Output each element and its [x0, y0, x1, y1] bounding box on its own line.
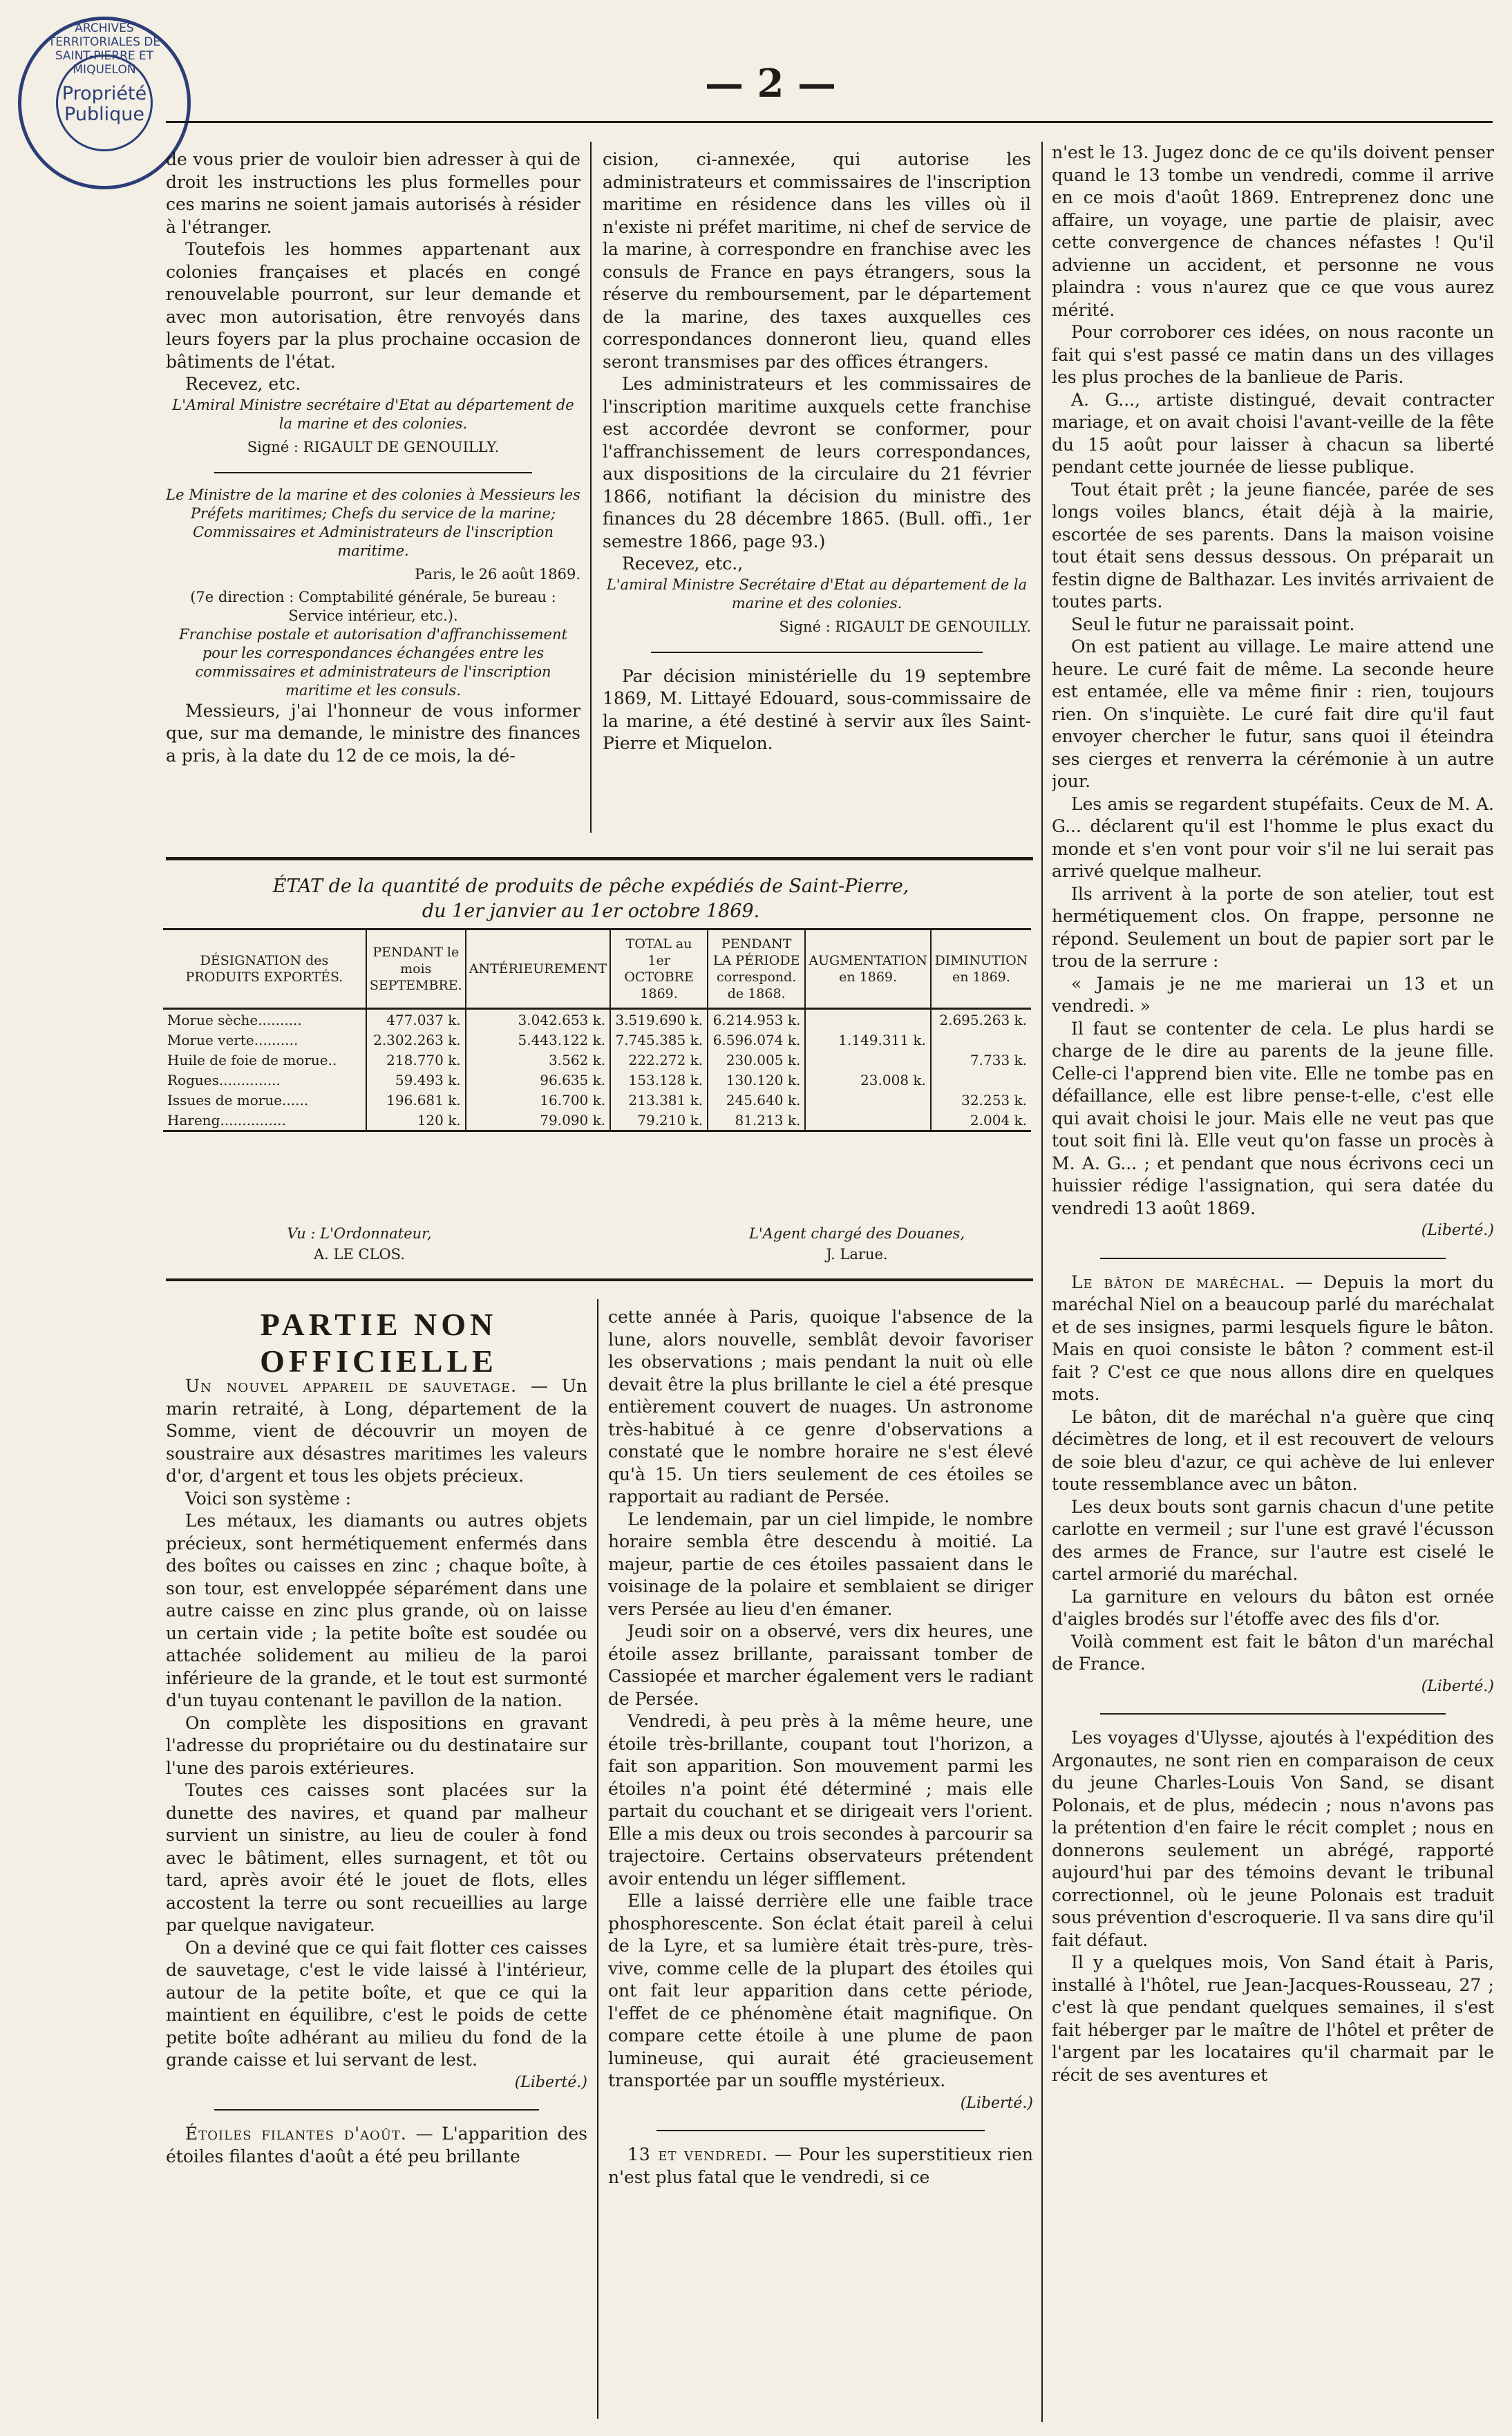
col3-paragraph: Seul le futur ne paraissait point.	[1071, 614, 1355, 634]
table-header-row	[163, 929, 1031, 1009]
col5-paragraph: Jeudi soir on a observé, vers dix heures, une étoile assez brillante, paraissant tomber de Cassiopée et marcher également vers le radiant de Persée.	[608, 1621, 1033, 1709]
table-cell: Morue verte..........	[167, 1031, 299, 1048]
table-cell: 245.640 k.	[708, 1090, 805, 1110]
col3-paragraph: Il faut se contenter de cela. Le plus hardi se charge de le dire au parents de la jeune fille. Celle-ci l'apprend bien vite. Elle ne tombe pas en défaillance, elle est libre pense-t-elle, c'est elle qui avait choisi le jour. Mais elle ne veut pas que tout soit fini là. Elle veut qu'on fasse un procès à M. A. G... ; et pendant que nous écrivons ceci un huissier rédige l'assignation, qui sera datée du vendredi 13 août 1869.	[1052, 1018, 1494, 1218]
table-cell: 213.381 k.	[610, 1090, 708, 1110]
col3-paragraph: Ils arrivent à la porte de son atelier, tout est hermétiquement clos. On frappe, personne ne répond. Seulement un bout de papier sort par le trou de la serrure :	[1052, 883, 1494, 971]
table-cell: Issues de morue......	[167, 1091, 309, 1108]
table-cell: 1.149.311 k.	[805, 1030, 931, 1050]
archive-stamp	[18, 17, 191, 189]
table-cell: 6.596.074 k.	[708, 1030, 805, 1050]
col1-paragraph: Messieurs, j'ai l'honneur de vous informer que, sur ma demande, le ministre des finances a pris, à la date du 12 de ce mois, la dé-	[166, 700, 580, 766]
table-cell: 79.090 k.	[466, 1110, 610, 1131]
separator	[1100, 1258, 1446, 1259]
credit: (Liberté.)	[514, 2073, 587, 2091]
article-text: — L'apparition des étoiles filantes d'août a été peu brillante	[166, 2124, 587, 2166]
col1-paragraph: de vous prier de vouloir bien adresser à qui de droit les instructions les plus formelles pour ces marins ne soient jamais autorisés à résider à l'étranger.	[166, 149, 580, 237]
separator	[656, 2130, 985, 2131]
table-row	[163, 1110, 1031, 1131]
col1-date: Paris, le 26 août 1869.	[415, 565, 580, 583]
col5-paragraph: Elle a laissé derrière elle une faible trace phosphorescente. Son éclat était pareil à celui de la Lyre, et sa lumière était très-pure, très-vive, comme celle de la plupart des étoiles qui ont fait leur apparition dans cette période, l'effet de ce phénomène était magnifique. On compare cette étoile à une plume de paon lumineuse, qui aurait été gracieusement transportée par un souffle mystérieux.	[608, 1891, 1033, 2090]
col2-paragraph: Par décision ministérielle du 19 septembre 1869, M. Littayé Edouard, sous-commissaire de la marine, a été destiné à servir aux îles Saint-Pierre et Miquelon.	[603, 665, 1031, 753]
table-cell: 2.695.263 k.	[931, 1009, 1031, 1030]
table-cell: Rogues..............	[167, 1071, 281, 1088]
table-row	[163, 1050, 1031, 1070]
col4-paragraph: On a deviné que ce qui fait flotter ces caisses de sauvetage, c'est le vide laissé à l'intérieur, autour de la petite boîte, et que ce qui la maintient en équilibre, c'est le poids de cette petite boîte adhérant au milieu du fond de la grande caisse et lui servant de lest.	[166, 1937, 587, 2070]
table-bottom-rule	[166, 1278, 1033, 1281]
col3-paragraph: Les amis se regardent stupéfaits. Ceux de M. A. G... déclarent qu'il est l'homme le plus exact du monde et s'en vont pour voir s'il ne lui serait pas arrivé quelque malheur.	[1052, 793, 1494, 881]
table-cell	[805, 1090, 931, 1110]
table-cell: 7.733 k.	[931, 1050, 1031, 1070]
table-header: TOTAL au 1er OCTOBRE 1869.	[610, 929, 708, 1009]
col3-paragraph: Les voyages d'Ulysse, ajoutés à l'expédition des Argonautes, ne sont rien en comparaison de ceux du jeune Charles-Louis Von Sand, se disant Polonais, et de plus, médecin ; nous n'avons pas la prétention d'en faire le récit complet ; nous en donnerons seulement un abrégé, rapporté aujourd'hui par des témoins devant le tribunal correctionnel, où le jeune Polonais est traduit sous prévention d'escroquerie. Il va sans dire qu'il fait défaut.	[1052, 1728, 1494, 1950]
table-cell: 3.042.653 k.	[466, 1009, 610, 1030]
col3-paragraph: On est patient au village. Le maire attend une heure. Le curé fait de même. La seconde heure est entamée, elle va même finir : rien, toujours rien. On s'inquiète. Le curé fait dire qu'il faut envoyer chercher le futur, sans quoi il éteindra ses cierges et renverra la cérémonie à un autre jour.	[1052, 636, 1494, 791]
table-header: PENDANT LA PÉRIODE correspond. de 1868.	[708, 929, 805, 1009]
col3-paragraph: La garniture en velours du bâton est ornée d'aigles brodés sur l'étoffe avec des fils d'or.	[1052, 1586, 1494, 1629]
table-cell: 96.635 k.	[466, 1070, 610, 1090]
col3-paragraph: Tout était prêt ; la jeune fiancée, parée de ses longs voiles blancs, était déjà à la mairie, escortée de ses parents. Dans la maison voisine tout était sens dessus dessous. On préparait un festin digne de Balthazar. Les invités arrivaient de toutes parts.	[1052, 479, 1494, 612]
table-cell: 59.493 k.	[366, 1070, 466, 1090]
table-row	[163, 1070, 1031, 1090]
col4-paragraph: Voici son système :	[185, 1488, 352, 1509]
separator	[214, 2109, 539, 2111]
column-1	[166, 149, 580, 840]
table-cell: 2.302.263 k.	[366, 1030, 466, 1050]
table-cell: 16.700 k.	[466, 1090, 610, 1110]
table-top-rule	[166, 857, 1033, 860]
col5-paragraph: cette année à Paris, quoique l'absence de la lune, alors nouvelle, semblât devoir favoriser les observations ; mais pendant la nuit où elle devait être la plus brillante le ciel a été presque entièrement couvert de nuages. Un astronome très-habitué à ce genre d'observations a constaté que le nombre horaire ne s'est élevé qu'à 15. Un tiers seulement de ces étoiles se rapportait au radiant de Persée.	[608, 1307, 1033, 1507]
col1-address: Le Ministre de la marine et des colonies à Messieurs les Préfets maritimes; Chefs du service de la marine; Commissaires et Administrateurs de l'inscription maritime.	[166, 486, 580, 559]
table-cell: 218.770 k.	[366, 1050, 466, 1070]
column-divider-main	[1041, 142, 1043, 2422]
table-cell: 79.210 k.	[610, 1110, 708, 1131]
col2-paragraph: Recevez, etc.,	[622, 554, 744, 574]
col3-paragraph: Voilà comment est fait le bâton d'un maréchal de France.	[1052, 1631, 1494, 1674]
ordonnateur-name: A. LE CLOS.	[313, 1246, 405, 1263]
column-5	[608, 1306, 1033, 2419]
table-cell	[805, 1110, 931, 1131]
article-text: — Pour les superstitieux rien n'est plus fatal que le vendredi, si ce	[608, 2144, 1033, 2187]
table-cell: 7.745.385 k.	[610, 1030, 708, 1050]
col4-paragraph: On complète les dispositions en gravant l'adresse du propriétaire ou du destinataire sur l'une des parois extérieures.	[166, 1712, 587, 1778]
table-header: PENDANT le mois SEPTEMBRE.	[366, 929, 466, 1009]
col3-paragraph: Il y a quelques mois, Von Sand était à Paris, installé à l'hôtel, rue Jean-Jacques-Rousseau, 27 ; c'est là que pendant quelques semaines, il s'est fait héberger par le maître de l'hôtel et prêter de l'argent par les locataires qu'il charmait par le récit de ses aventures et	[1052, 1952, 1494, 2085]
table-cell	[931, 1070, 1031, 1090]
column-2	[603, 149, 1031, 847]
table-cell	[805, 1050, 931, 1070]
table-cell: 5.443.122 k.	[466, 1030, 610, 1050]
separator	[214, 472, 532, 473]
table-footer-right	[705, 1223, 1009, 1265]
table-header: AUGMENTATION en 1869.	[805, 929, 931, 1009]
table-row	[163, 1009, 1031, 1030]
article-lead: Étoiles filantes d'août.	[185, 2124, 407, 2144]
credit: (Liberté.)	[1421, 1677, 1494, 1695]
table-cell: 2.004 k.	[931, 1110, 1031, 1131]
ordonnateur-title: Vu : L'Ordonnateur,	[287, 1225, 432, 1242]
table-cell: 196.681 k.	[366, 1090, 466, 1110]
credit: (Liberté.)	[1421, 1222, 1494, 1239]
col2-signature-title: L'amiral Ministre Secrétaire d'Etat au département de la marine et des colonies.	[606, 576, 1028, 612]
article-lead: 13 et vendredi.	[627, 2144, 768, 2164]
header-rule	[166, 121, 1493, 123]
col4-paragraph: Toutes ces caisses sont placées sur la dunette des navires, et quand par malheur survient un sinistre, au lieu de couler à fond avec le bâtiment, elles surnagent, et tôt ou tard, après avoir été le jouet de flots, elles accostent la terre ou sont recueillies au large par quelque navigateur.	[166, 1780, 587, 1935]
column-3	[1052, 142, 1494, 2422]
separator	[1100, 1713, 1446, 1715]
export-table	[163, 928, 1031, 1132]
article-text: — Un marin retraité, à Long, département de la Somme, vient de découvrir un moyen de soustraire aux désastres maritimes les valeurs d'or, d'argent et tous les objets précieux.	[166, 1376, 587, 1486]
col3-paragraph: Les deux bouts sont garnis chacun d'une petite carlotte en vermeil ; sur l'une est gravé l'écusson des armes de France, sur l'autre est ciselé le cartel armorié du maréchal.	[1052, 1496, 1494, 1584]
col3-paragraph: n'est le 13. Jugez donc de ce qu'ils doivent penser quand le 13 tombe un vendredi, comme il arrive en ce mois d'août 1869. Entreprenez donc une affaire, un voyage, une partie de plaisir, avec cette convergence de chances néfastes ! Qu'il advienne un accident, et personne ne vous plaindra : vous n'aurez que ce que vous aurez mérité.	[1052, 142, 1494, 320]
table-header: ANTÉRIEUREMENT	[466, 929, 610, 1009]
column-divider-top-1	[590, 142, 592, 833]
separator	[651, 652, 983, 653]
table-caption-line: du 1er janvier au 1er octobre 1869.	[422, 900, 760, 922]
table-footer-left	[207, 1223, 511, 1265]
col5-paragraph: Le lendemain, par un ciel limpide, le nombre horaire sembla être descendu à moitié. La majeur, partie de ces étoiles passaient dans le voisinage de la polaire et semblaient se diriger vers Persée au lieu d'en émaner.	[608, 1509, 1033, 1619]
col2-signature: Signé : RIGAULT DE GENOUILLY.	[779, 618, 1031, 635]
col3-paragraph: A. G..., artiste distingué, devait contracter mariage, et on avait choisi l'avant-veille de la fête du 15 août pour laisser à chacun sa liberté pendant cette journée de liesse publique.	[1052, 389, 1494, 477]
col4-paragraph: Les métaux, les diamants ou autres objets précieux, sont hermétiquement enfermés dans des boîtes ou caisses en zinc ; chaque boîte, à son tour, est enveloppée séparément dans une autre caisse en zinc plus grande, où on laisse un certain vide ; la petite boîte est soudée ou attachée solidement au milieu de la paroi inférieure de la grande, et le tout est surmonté d'un tuyau contenant le pavillon de la nation.	[166, 1511, 587, 1710]
article-lead: Le bâton de maréchal.	[1071, 1272, 1286, 1292]
article-text: — Depuis la mort du maréchal Niel on a beaucoup parlé du maréchalat et de ses insignes, parmi lesquels figure le bâton. Mais en quoi consiste le bâton ? comment est-il fait ? C'est ce que nous allons dire en quelques mots.	[1052, 1272, 1494, 1404]
table-cell	[805, 1009, 931, 1030]
col3-paragraph: Le bâton, dit de maréchal n'a guère que cinq décimètres de long, et il est recouvert de velours de soie bleu d'azur, ce qui achève de lui enlever toute ressemblance avec un bâton.	[1052, 1406, 1494, 1494]
douanes-title: L'Agent chargé des Douanes,	[748, 1225, 965, 1242]
douanes-name: J. Larue.	[826, 1246, 888, 1263]
article-lead: Un nouvel appareil de sauvetage.	[185, 1376, 518, 1396]
col1-paragraph: Toutefois les hommes appartenant aux colonies françaises et placés en congé renouvelable pourront, sur leur demande et avec mon autorisation, être renvoyés dans leurs foyers par la plus prochaine occasion de bâtiments de l'état.	[166, 239, 580, 372]
table-caption	[152, 874, 1030, 924]
col3-paragraph: Pour corroborer ces idées, on nous raconte un fait qui s'est passé ce matin dans un des villages les plus proches de la banlieue de Paris.	[1052, 322, 1494, 387]
table-cell: Morue sèche..........	[167, 1011, 302, 1028]
stamp-center-text: Propriété Publique	[62, 83, 147, 125]
table-caption-line: ÉTAT de la quantité de produits de pêche expédiés de Saint-Pierre,	[272, 876, 909, 897]
table-cell: Hareng...............	[163, 1110, 366, 1131]
col2-paragraph: cision, ci-annexée, qui autorise les administrateurs et commissaires de l'inscription maritime en résidence dans les villes où il n'existe ni préfet maritime, ni chef de service de la marine, à correspondre en franchise avec les consuls de France en pays étrangers, sous la réserve du remboursement, par le département de la marine, des taxes auxquelles ces correspondances donneront lieu, quand elles seront transmises par des offices étrangers.	[603, 149, 1031, 372]
table-cell: 23.008 k.	[805, 1070, 931, 1090]
table-cell: 3.519.690 k.	[610, 1009, 708, 1030]
table-cell: 130.120 k.	[708, 1070, 805, 1090]
table-header: DIMINUTION en 1869.	[931, 929, 1031, 1009]
table-cell	[931, 1030, 1031, 1050]
col1-paragraph: Recevez, etc.	[185, 374, 301, 394]
section-title: PARTIE NON OFFICIELLE	[260, 1307, 498, 1379]
table-cell: 120 k.	[366, 1110, 466, 1131]
table-cell: 81.213 k.	[708, 1110, 805, 1131]
table-cell: 230.005 k.	[708, 1050, 805, 1070]
table-cell: 477.037 k.	[366, 1009, 466, 1030]
page-number: — 2 —	[705, 61, 836, 106]
col2-paragraph: Les administrateurs et les commissaires de l'inscription maritime auxquels cette franchise est accordée devront se conformer, pour l'affranchissement de leurs correspondances, aux dispositions de la circulaire du 21 février 1866, notifiant la décision du ministre des finances du 28 décembre 1865. (Bull. offi., 1er semestre 1866, page 93.)	[603, 374, 1031, 551]
col3-paragraph: « Jamais je ne me marierai un 13 et un vendredi. »	[1052, 973, 1494, 1016]
credit: (Liberté.)	[960, 2094, 1033, 2112]
table-cell: Huile de foie de morue..	[167, 1051, 337, 1068]
table-row	[163, 1090, 1031, 1110]
col5-paragraph: Vendredi, à peu près à la même heure, une étoile très-brillante, coupant tout l'horizon, a fait son apparition. Son mouvement parmi les étoiles n'a point été déterminé ; mais elle partait du couchant et se dirigeait vers l'orient. Elle a mis deux ou trois secondes à parcourir sa trajectoire. Certains observateurs prétendent avoir entendu un léger sifflement.	[608, 1711, 1033, 1889]
table-cell: 6.214.953 k.	[708, 1009, 805, 1030]
column-4	[166, 1375, 587, 2419]
stamp-ring-text: ARCHIVES TERRITORIALES DE SAINT-PIERRE ET MIQUELON	[48, 21, 161, 77]
table-cell: 32.253 k.	[931, 1090, 1031, 1110]
column-divider-bottom	[597, 1299, 598, 2419]
col1-signature-title: L'Amiral Ministre secrétaire d'Etat au département de la marine et des colonies.	[172, 396, 574, 432]
table-cell: 153.128 k.	[610, 1070, 708, 1090]
col1-signature: Signé : RIGAULT DE GENOUILLY.	[247, 438, 500, 455]
col1-subject: Franchise postale et autorisation d'affranchissement pour les correspondances échangées entre les commissaires et administrateurs de l'inscription maritime et les consuls.	[179, 625, 567, 699]
table-header: DÉSIGNATION des PRODUITS EXPORTÉS.	[163, 929, 366, 1009]
col1-direction: (7e direction : Comptabilité générale, 5e bureau : Service intérieur, etc.).	[190, 588, 556, 624]
table-cell: 3.562 k.	[466, 1050, 610, 1070]
table-cell: 222.272 k.	[610, 1050, 708, 1070]
table-row	[163, 1030, 1031, 1050]
